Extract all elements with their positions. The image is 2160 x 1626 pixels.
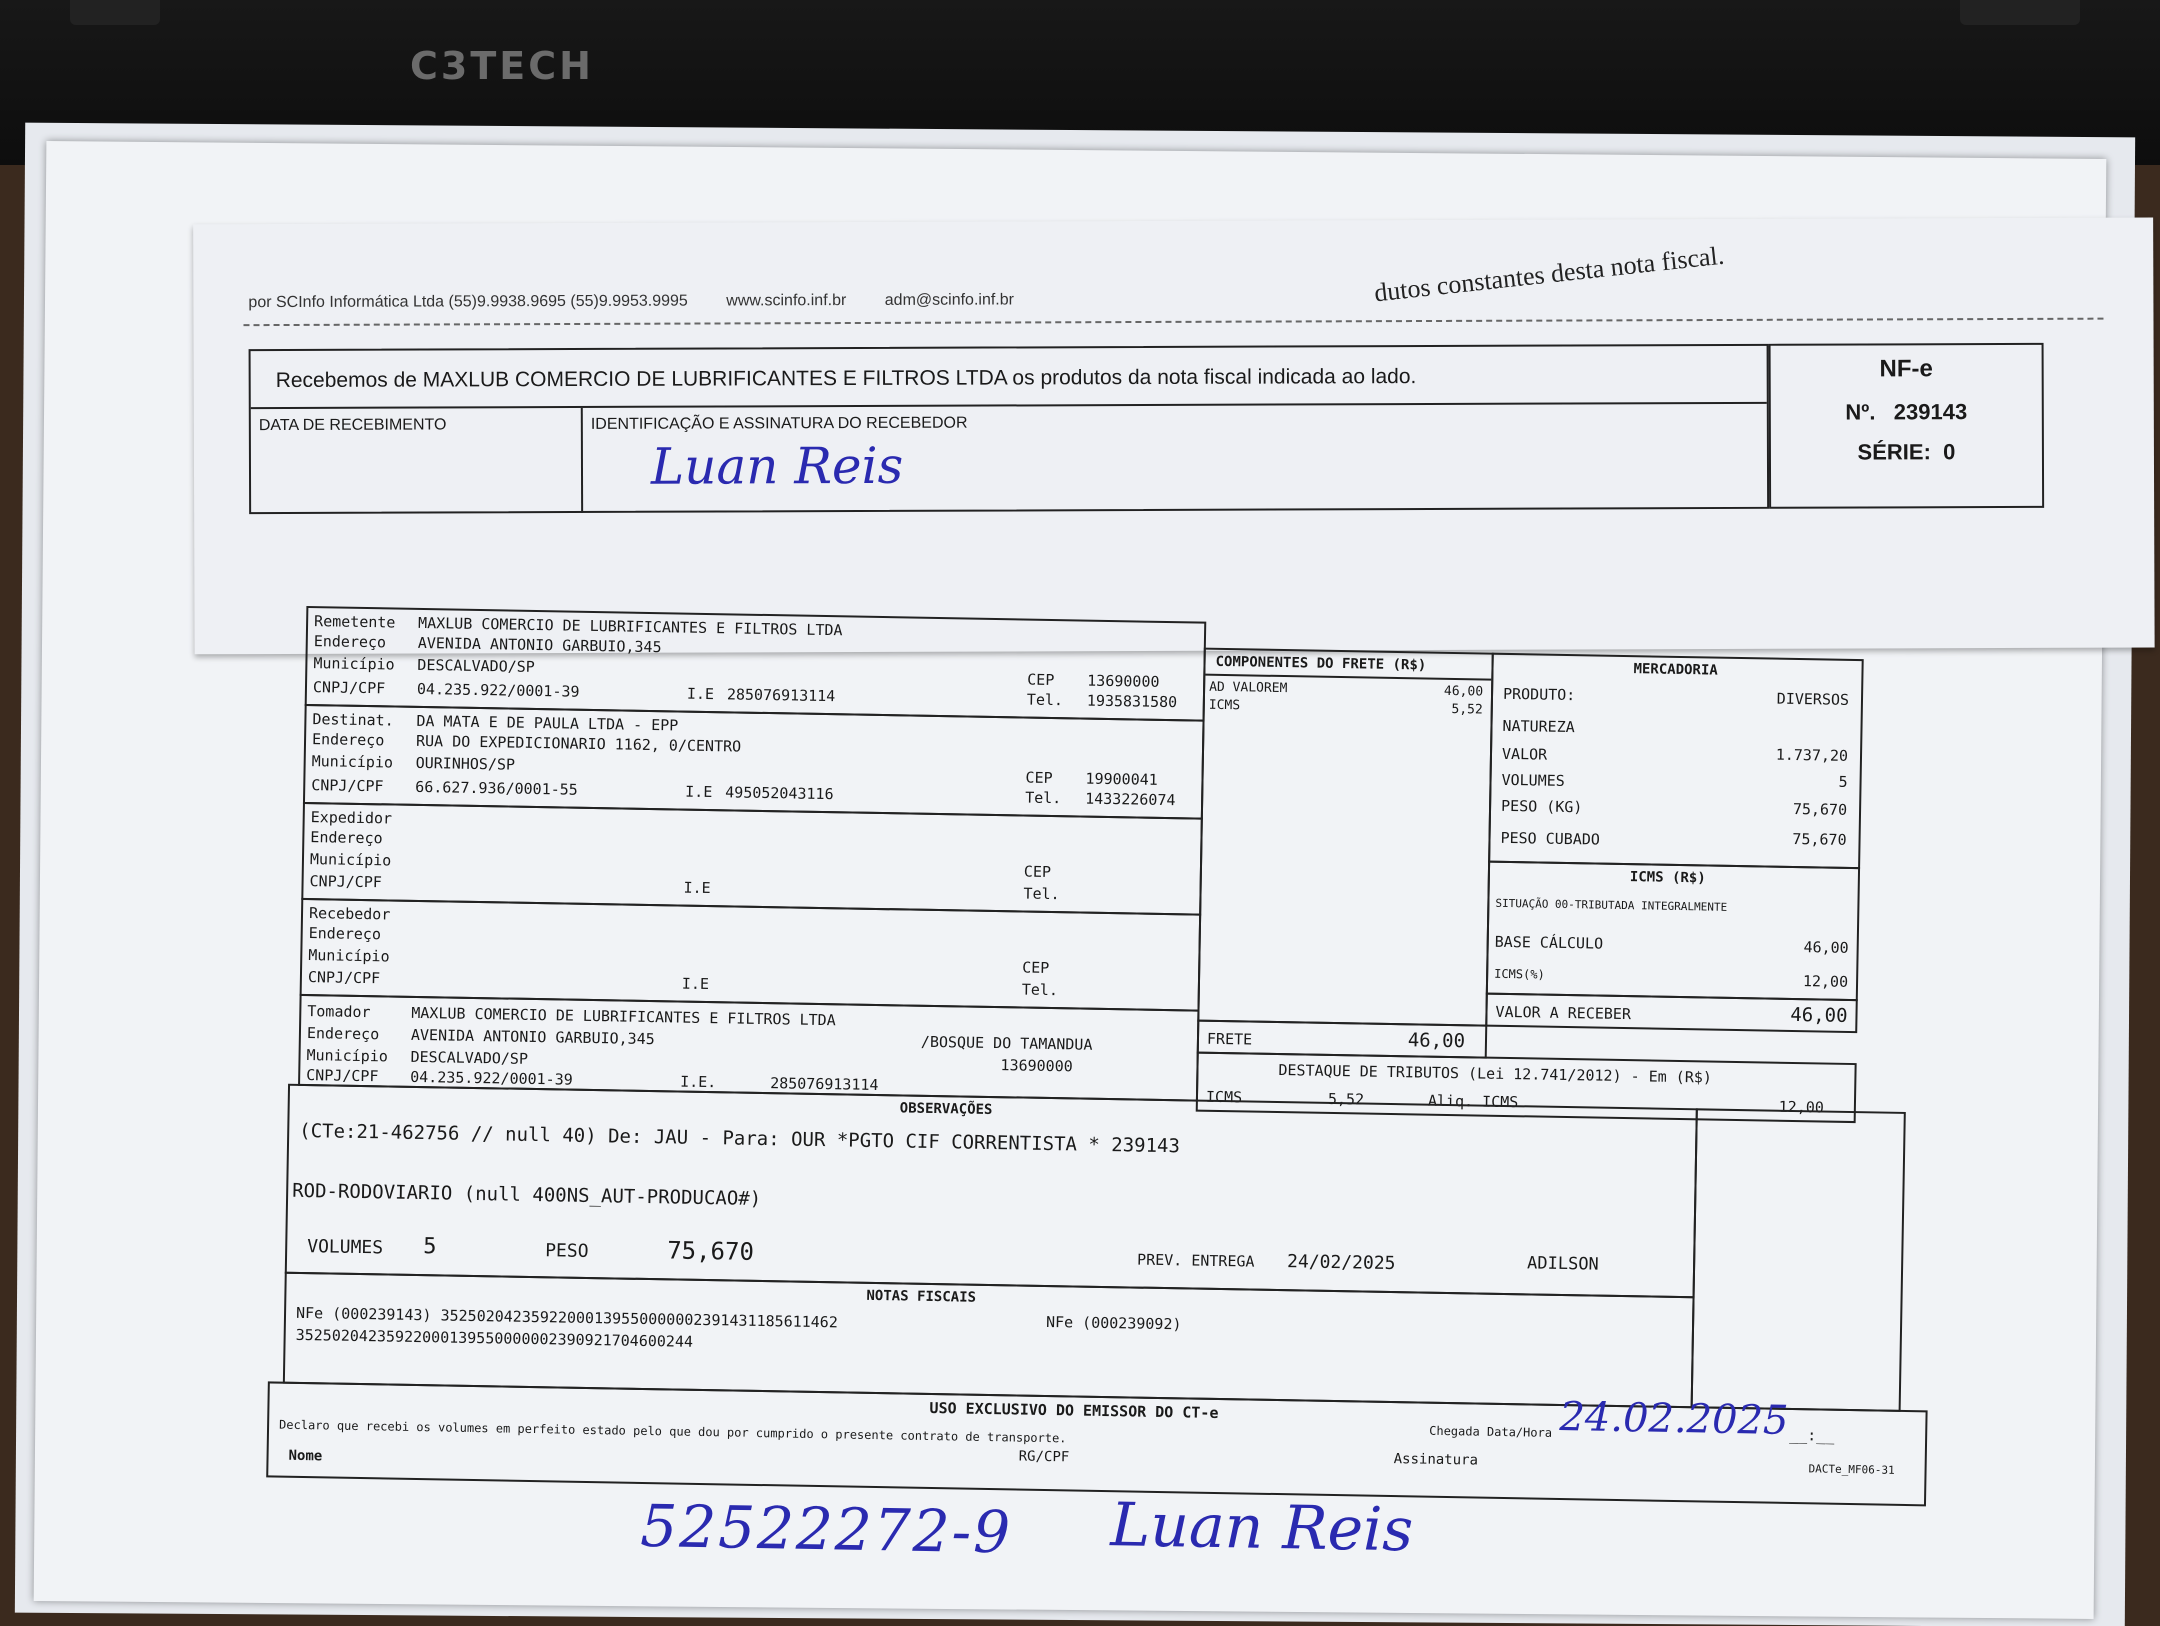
id-label: IDENTIFICAÇÃO E ASSINATURA DO RECEBEDOR — [590, 414, 968, 433]
recebedor-endereco-label: Endereço — [308, 924, 382, 944]
peso-label: PESO (KG) — [1500, 796, 1583, 817]
icms-aliq-value: 12,00 — [1802, 972, 1849, 991]
destinatario-name: DA MATA E DE PAULA LTDA - EPP — [416, 711, 679, 735]
peso-cubado-label: PESO CUBADO — [1500, 828, 1601, 849]
remetente-endereco: AVENIDA ANTONIO GARBUIO,345 — [417, 633, 662, 657]
expedidor-cnpj-label: CNPJ/CPF — [309, 872, 383, 892]
obs-peso-value: 75,670 — [666, 1236, 755, 1266]
tomador-label: Tomador — [307, 1002, 371, 1022]
ad-valorem-value: 46,00 — [1443, 683, 1484, 700]
side-box — [1691, 1108, 1906, 1412]
remetente-municipio-label: Município — [313, 654, 395, 674]
rodape-declaro: Declaro que recebi os volumes em perfeito estado pelo que dou por cumprido o presente contrato de transporte. — [278, 1417, 1067, 1446]
icms-title: ICMS (R$) — [1629, 869, 1706, 887]
chegada-label: Chegada Data/Hora — [1429, 1423, 1553, 1440]
printer-credit: por SCInfo Informática Ltda (55)9.9938.9695 (55)9.9953.9995 — [248, 292, 688, 312]
printer-credit-line — [248, 291, 1048, 312]
printer-website: www.scinfo.inf.br — [726, 292, 847, 310]
natureza-label: NATUREZA — [1502, 716, 1575, 737]
icms-box — [1486, 861, 1860, 1001]
rodape-box — [266, 1381, 1927, 1506]
obs-peso-label: PESO — [545, 1240, 589, 1262]
remetente-label: Remetente — [313, 612, 396, 632]
remetente-tel-label: Tel. — [1026, 690, 1064, 710]
nome-label: Nome — [288, 1447, 323, 1465]
motorista-name: ADILSON — [1526, 1253, 1599, 1275]
expedidor-municipio-label: Município — [309, 850, 392, 870]
receipt-text: Recebemos de MAXLUB COMERCIO DE LUBRIFICANTES E FILTROS LTDA os produtos da nota fiscal indicada ao lado. — [275, 365, 1417, 393]
rodape-title: USO EXCLUSIVO DO EMISSOR DO CT-e — [929, 1398, 1219, 1423]
recebedor-box — [300, 898, 1202, 1012]
frete-icms-value: 5,52 — [1451, 701, 1483, 718]
mercadoria-title: MERCADORIA — [1633, 661, 1718, 679]
destinatario-municipio-label: Município — [311, 752, 394, 772]
dacte-form — [278, 606, 1996, 1567]
printer-email: adm@scinfo.inf.br — [884, 291, 1014, 309]
observacoes-line1: (CTe:21-462756 // null 40) De: JAU - Para: OUR *PGTO CIF CORRENTISTA * 239143 — [299, 1119, 1181, 1158]
nfe-number-label: Nº. — [1845, 399, 1876, 425]
keyboard-brand: C3TECH — [410, 44, 594, 88]
date-label: DATA DE RECEBIMENTO — [258, 416, 447, 435]
destinatario-cnpj-label: CNPJ/CPF — [311, 776, 384, 796]
receipt-stub — [193, 217, 2154, 657]
ad-valorem-label: AD VALOREM — [1208, 679, 1288, 697]
tomador-municipio-label: Município — [306, 1046, 388, 1066]
obs-volumes-value: 5 — [423, 1234, 437, 1260]
recebedor-label: Recebedor — [308, 904, 391, 924]
icms-situacao: SITUAÇÃO 00-TRIBUTADA INTEGRALMENTE — [1495, 896, 1728, 914]
destinatario-endereco: RUA DO EXPEDICIONARIO 1162, 0/CENTRO — [415, 731, 742, 756]
frete-total-label: FRETE — [1206, 1029, 1253, 1049]
destinatario-cnpj: 66.627.936/0001-55 — [415, 777, 578, 799]
handwritten-rg: 52522272-9 — [639, 1491, 1013, 1567]
receber-label: VALOR A RECEBER — [1495, 1002, 1632, 1024]
nfe-number: 239143 — [1893, 399, 1968, 425]
destinatario-cep: 19900041 — [1085, 769, 1158, 789]
prev-entrega-label: PREV. ENTREGA — [1136, 1250, 1255, 1271]
chegada-hora-blank: __:__ — [1789, 1425, 1835, 1445]
frete-title: COMPONENTES DO FRETE (R$) — [1215, 653, 1427, 674]
serie-label: SÉRIE: — [1857, 439, 1931, 465]
keyboard-key — [70, 0, 160, 25]
remetente-ie-label: I.E — [686, 684, 715, 704]
volumes-label: VOLUMES — [1501, 770, 1565, 790]
remetente-ie: 285076913114 — [726, 685, 836, 706]
base-calculo-label: BASE CÁLCULO — [1494, 932, 1604, 953]
expedidor-box — [301, 802, 1203, 916]
recebedor-municipio-label: Município — [308, 946, 390, 966]
expedidor-ie-label: I.E — [683, 878, 711, 898]
frete-box — [1197, 648, 1493, 1027]
rg-label: RG/CPF — [1018, 1448, 1070, 1466]
nfe-title: NF-e — [1879, 355, 1933, 383]
volumes-value: 5 — [1838, 772, 1848, 791]
destinatario-ie-label: I.E — [685, 782, 713, 802]
expedidor-tel-label: Tel. — [1023, 884, 1060, 904]
receiver-signature: Luan Reis — [650, 436, 904, 496]
tributos-title: DESTAQUE DE TRIBUTOS (Lei 12.741/2012) - Em (R$) — [1278, 1061, 1713, 1087]
recebedor-cep-label: CEP — [1022, 958, 1050, 977]
remetente-name: MAXLUB COMERCIO DE LUBRIFICANTES E FILTROS LTDA — [417, 613, 843, 640]
tomador-bairro: /BOSQUE DO TAMANDUA — [920, 1032, 1093, 1054]
remetente-cnpj-label: CNPJ/CPF — [312, 678, 386, 698]
destinatario-tel: 1433226074 — [1085, 789, 1176, 810]
expedidor-cep-label: CEP — [1023, 862, 1052, 882]
dacte-sheet — [34, 141, 2107, 1619]
torn-text: dutos constantes desta nota fiscal. — [1372, 240, 1726, 308]
tomador-ie-label: I.E. — [680, 1072, 717, 1092]
tributos-icms-value: 5,52 — [1327, 1089, 1365, 1109]
observacoes-title: OBSERVAÇÕES — [899, 1100, 993, 1119]
valor-value: 1.737,20 — [1775, 745, 1849, 765]
destinatario-label: Destinat. — [312, 710, 394, 730]
nfe-number-row — [1771, 399, 2042, 426]
destinatario-tel-label: Tel. — [1025, 788, 1062, 808]
destinatario-endereco-label: Endereço — [311, 730, 385, 750]
tomador-cnpj: 04.235.922/0001-39 — [410, 1067, 573, 1089]
icms-aliq-label: ICMS(%) — [1494, 966, 1545, 982]
receipt-box — [249, 344, 1770, 514]
tomador-cnpj-label: CNPJ/CPF — [306, 1066, 379, 1086]
notas-line1b: NFe (000239092) — [1045, 1312, 1182, 1334]
remetente-tel: 1935831580 — [1086, 691, 1178, 712]
produto-value: DIVERSOS — [1776, 689, 1850, 709]
recebedor-ie-label: I.E — [681, 974, 710, 994]
tributos-aliq-value: 12,00 — [1778, 1097, 1825, 1117]
obs-volumes-label: VOLUMES — [307, 1236, 384, 1259]
cut-line — [243, 318, 2103, 326]
tomador-municipio: DESCALVADO/SP — [410, 1047, 529, 1068]
prev-entrega-value: 24/02/2025 — [1286, 1251, 1396, 1275]
remetente-municipio: DESCALVADO/SP — [417, 655, 535, 676]
notas-line1: NFe (000239143) 35250204235922000139550000002391431185611462 — [295, 1303, 839, 1332]
valor-label: VALOR — [1501, 744, 1548, 764]
remetente-endereco-label: Endereço — [313, 632, 387, 652]
frete-total-value: 46,00 — [1407, 1029, 1466, 1053]
assinatura-label: Assinatura — [1393, 1451, 1479, 1469]
tomador-ie: 285076913114 — [769, 1074, 879, 1095]
nfe-box — [1769, 343, 2045, 509]
serie-row — [1771, 439, 2042, 466]
destinatario-box — [303, 704, 1205, 820]
observacoes-box — [285, 1084, 1698, 1299]
destinatario-cep-label: CEP — [1025, 768, 1053, 788]
tributos-aliq-label: Aliq. ICMS — [1427, 1091, 1519, 1112]
observacoes-line2: ROD-RODOVIARIO (null 400NS_AUT-PRODUCAO#) — [292, 1179, 762, 1210]
remetente-cnpj: 04.235.922/0001-39 — [416, 679, 580, 701]
notas-line2: 35250204235922000139550000002390921704600244 — [295, 1325, 694, 1351]
remetente-box — [305, 606, 1207, 722]
destinatario-municipio: OURINHOS/SP — [415, 753, 516, 774]
frete-icms-label: ICMS — [1208, 697, 1241, 714]
serie-value: 0 — [1943, 439, 1956, 465]
tomador-endereco: AVENIDA ANTONIO GARBUIO,345 — [410, 1025, 655, 1049]
mercadoria-box — [1488, 653, 1864, 869]
keyboard-key — [1960, 0, 2080, 25]
base-calculo-value: 46,00 — [1803, 938, 1849, 957]
produto-label: PRODUTO: — [1502, 684, 1576, 705]
handwritten-signature: Luan Reis — [1109, 1490, 1414, 1566]
expedidor-endereco-label: Endereço — [310, 828, 383, 848]
remetente-cep: 13690000 — [1087, 671, 1160, 691]
chegada-handwritten-date: 24.02.2025 — [1559, 1393, 1789, 1444]
recebedor-cnpj-label: CNPJ/CPF — [307, 968, 381, 988]
destinatario-ie: 495052043116 — [725, 783, 834, 804]
receber-value: 46,00 — [1790, 1003, 1848, 1027]
receber-box — [1485, 993, 1858, 1033]
tributos-icms-label: ICMS — [1205, 1087, 1243, 1107]
tomador-endereco-label: Endereço — [306, 1024, 380, 1044]
notas-title: NOTAS FISCAIS — [866, 1287, 977, 1306]
peso-cubado-value: 75,670 — [1792, 829, 1847, 849]
expedidor-label: Expedidor — [310, 808, 393, 828]
remetente-cep-label: CEP — [1027, 670, 1055, 690]
form-code: DACTe_MF06-31 — [1808, 1462, 1895, 1477]
receipt-fields — [251, 402, 1767, 514]
tomador-cep: 13690000 — [1000, 1056, 1073, 1076]
peso-value: 75,670 — [1792, 799, 1848, 819]
tomador-name: MAXLUB COMERCIO DE LUBRIFICANTES E FILTROS LTDA — [411, 1003, 836, 1030]
field-divider — [581, 408, 583, 513]
recebedor-tel-label: Tel. — [1021, 980, 1059, 1000]
